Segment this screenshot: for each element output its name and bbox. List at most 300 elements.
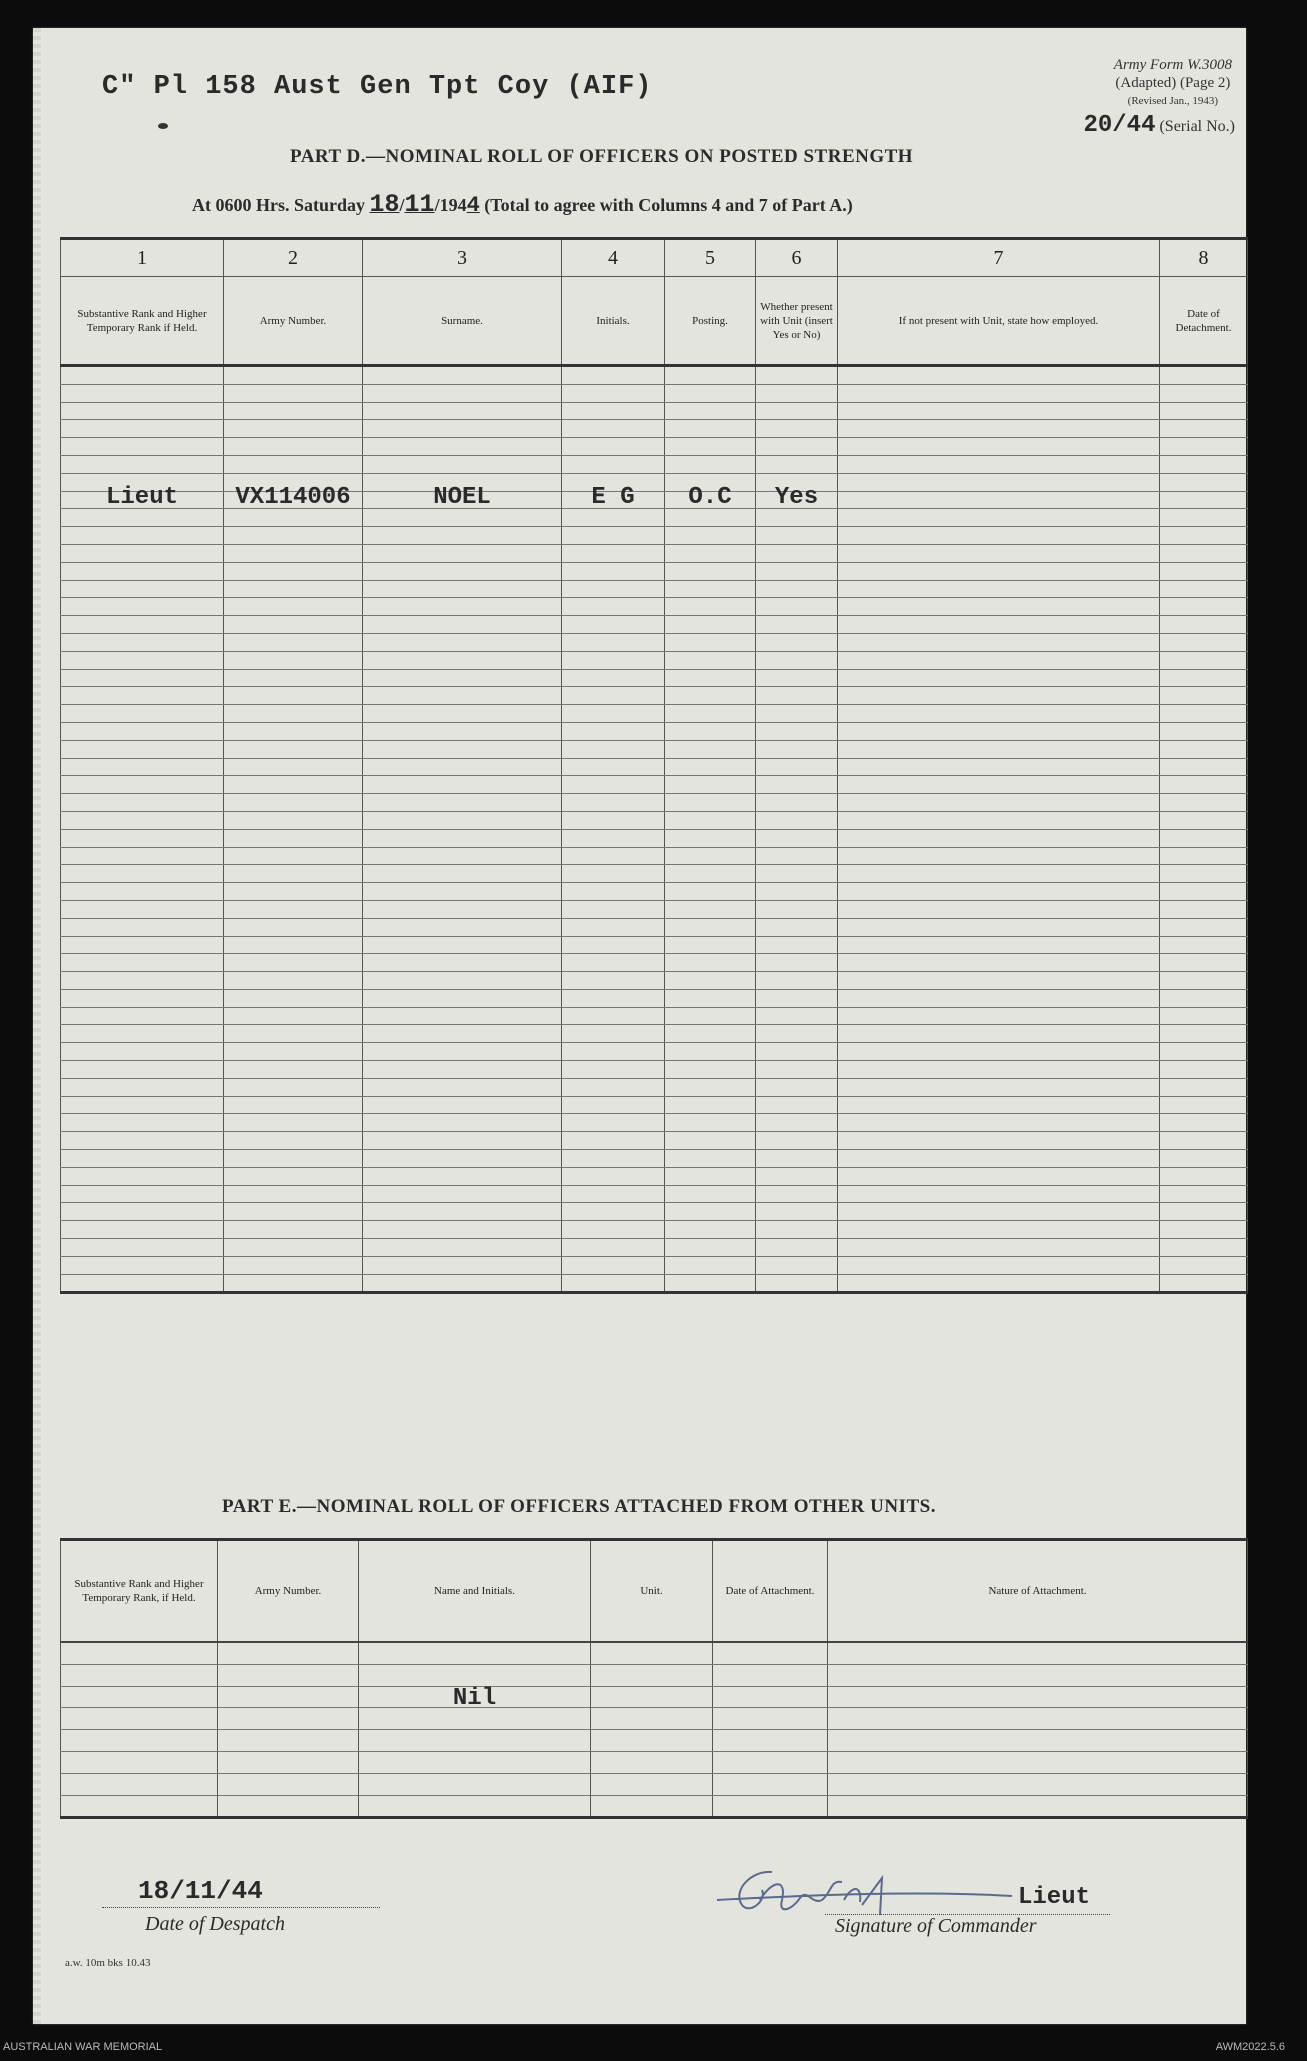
table-cell <box>363 794 562 812</box>
table-cell <box>838 509 1160 527</box>
table-cell <box>224 1114 363 1132</box>
table-cell <box>665 1025 756 1043</box>
table-cell <box>363 562 562 580</box>
table-row <box>61 758 1248 776</box>
table-cell <box>363 1043 562 1061</box>
table-cell <box>665 438 756 456</box>
table-cell <box>838 1221 1160 1239</box>
table-cell <box>562 794 665 812</box>
table-row <box>61 1114 1248 1132</box>
table-cell <box>224 1167 363 1185</box>
table-cell <box>1160 1043 1248 1061</box>
table-cell <box>665 1078 756 1096</box>
table-cell <box>562 972 665 990</box>
table-cell <box>665 740 756 758</box>
table-cell <box>828 1730 1248 1752</box>
table-cell <box>665 1274 756 1293</box>
table-cell <box>61 972 224 990</box>
table-cell <box>838 527 1160 545</box>
table-cell <box>224 1239 363 1257</box>
table-cell <box>61 1221 224 1239</box>
table-cell <box>224 865 363 883</box>
table-cell <box>1160 598 1248 616</box>
table-cell <box>224 420 363 438</box>
table-row <box>61 1256 1248 1274</box>
table-cell <box>363 651 562 669</box>
table-cell <box>1160 527 1248 545</box>
table-cell <box>562 811 665 829</box>
table-cell <box>61 687 224 705</box>
table-cell <box>665 847 756 865</box>
table-row <box>61 1773 1248 1795</box>
table-cell <box>562 580 665 598</box>
table-row <box>61 1708 1248 1730</box>
table-row <box>61 1239 1248 1257</box>
e-header-date-attachment: Date of Attachment. <box>713 1540 828 1643</box>
table-cell <box>61 1203 224 1221</box>
entry-initials: E G <box>591 483 635 511</box>
table-row <box>61 669 1248 687</box>
table-cell <box>61 527 224 545</box>
table-row <box>61 1061 1248 1079</box>
table-cell <box>363 687 562 705</box>
table-cell <box>665 954 756 972</box>
table-cell <box>828 1642 1248 1664</box>
table-cell <box>665 989 756 1007</box>
date-month: 11 <box>404 190 435 219</box>
table-cell <box>562 633 665 651</box>
table-cell <box>224 384 363 402</box>
table-cell <box>224 936 363 954</box>
table-cell <box>224 1132 363 1150</box>
table-cell <box>224 1096 363 1114</box>
form-number: Army Form W.3008 <box>1113 57 1232 73</box>
table-cell <box>363 402 562 420</box>
despatch-label: Date of Despatch <box>145 1913 285 1935</box>
table-cell <box>363 740 562 758</box>
table-cell <box>224 651 363 669</box>
table-row <box>61 1043 1248 1061</box>
table-cell <box>224 972 363 990</box>
form-identifier <box>1114 56 1232 110</box>
table-cell <box>1160 438 1248 456</box>
table-cell <box>665 687 756 705</box>
table-cell <box>1160 509 1248 527</box>
table-row <box>61 544 1248 562</box>
table-cell <box>61 1256 224 1274</box>
table-cell <box>756 1096 838 1114</box>
table-row <box>61 1730 1248 1752</box>
table-row <box>61 366 1248 385</box>
table-cell <box>363 1007 562 1025</box>
table-cell <box>1160 1256 1248 1274</box>
table-cell <box>562 562 665 580</box>
archive-footer <box>0 2029 1307 2061</box>
table-cell <box>665 562 756 580</box>
table-cell <box>1160 1061 1248 1079</box>
table-cell <box>1160 1114 1248 1132</box>
table-cell <box>224 1256 363 1274</box>
table-cell <box>363 847 562 865</box>
table-row <box>61 829 1248 847</box>
table-cell <box>756 544 838 562</box>
table-row <box>61 740 1248 758</box>
serial-label: (Serial No.) <box>1159 118 1235 135</box>
table-cell <box>838 900 1160 918</box>
table-cell <box>363 438 562 456</box>
table-cell <box>363 829 562 847</box>
table-cell <box>665 1203 756 1221</box>
table-cell <box>665 1007 756 1025</box>
table-cell <box>224 776 363 794</box>
part-d-date-line: At 0600 Hrs. Saturday 18/11/1944 (Total to agree with Columns 4 and 7 of Part A.) <box>192 190 853 219</box>
table-cell <box>1160 1150 1248 1168</box>
table-row <box>61 883 1248 901</box>
table-cell <box>1160 1239 1248 1257</box>
table-cell <box>756 509 838 527</box>
table-cell <box>562 483 665 511</box>
table-cell <box>838 491 1160 509</box>
table-cell <box>61 1751 218 1773</box>
table-cell <box>363 1078 562 1096</box>
table-cell <box>363 1025 562 1043</box>
table-cell <box>61 1730 218 1752</box>
table-cell <box>838 865 1160 883</box>
table-row <box>61 1686 1248 1708</box>
table-cell <box>1160 722 1248 740</box>
ink-spot <box>158 123 168 129</box>
table-cell <box>218 1708 359 1730</box>
table-cell <box>838 455 1160 473</box>
table-cell <box>61 936 224 954</box>
table-cell <box>61 438 224 456</box>
table-cell <box>838 598 1160 616</box>
table-cell <box>224 509 363 527</box>
signature-label: Signature of Commander <box>835 1915 1037 1937</box>
table-row <box>61 900 1248 918</box>
table-cell <box>756 562 838 580</box>
table-cell <box>359 1773 591 1795</box>
table-cell <box>756 1025 838 1043</box>
table-cell <box>61 598 224 616</box>
table-cell <box>1160 758 1248 776</box>
table-cell <box>61 562 224 580</box>
table-cell <box>756 1061 838 1079</box>
table-cell <box>61 954 224 972</box>
table-cell <box>665 527 756 545</box>
table-cell <box>838 794 1160 812</box>
table-row <box>61 705 1248 723</box>
table-cell <box>756 705 838 723</box>
table-cell <box>838 811 1160 829</box>
serial-value: 20/44 <box>1083 112 1156 139</box>
table-cell <box>224 438 363 456</box>
table-cell <box>756 366 838 385</box>
table-cell <box>224 1185 363 1203</box>
table-row <box>61 1221 1248 1239</box>
table-cell <box>363 1203 562 1221</box>
table-cell <box>756 722 838 740</box>
table-cell <box>591 1773 713 1795</box>
table-cell <box>1160 651 1248 669</box>
table-cell <box>61 1078 224 1096</box>
table-cell <box>224 758 363 776</box>
table-cell <box>838 633 1160 651</box>
col-number-3: 3 <box>363 239 562 277</box>
table-cell <box>838 1185 1160 1203</box>
table-cell <box>665 794 756 812</box>
table-cell <box>1160 1185 1248 1203</box>
e-header-name: Name and Initials. <box>359 1540 591 1643</box>
table-cell <box>562 544 665 562</box>
table-row <box>61 722 1248 740</box>
table-cell <box>1160 740 1248 758</box>
table-cell <box>61 1795 218 1818</box>
table-cell <box>1160 616 1248 634</box>
header-army-number: Army Number. <box>224 277 363 366</box>
e-header-unit: Unit. <box>591 1540 713 1643</box>
table-row <box>61 616 1248 634</box>
table-cell <box>756 918 838 936</box>
table-cell <box>363 954 562 972</box>
table-cell <box>562 1096 665 1114</box>
table-cell <box>756 1114 838 1132</box>
table-cell <box>562 455 665 473</box>
table-cell <box>591 1708 713 1730</box>
table-cell <box>756 1185 838 1203</box>
table-cell <box>562 1239 665 1257</box>
table-cell <box>61 366 224 385</box>
table-cell <box>665 1185 756 1203</box>
table-cell <box>224 954 363 972</box>
table-cell <box>713 1686 828 1708</box>
table-cell <box>61 740 224 758</box>
col-number-5: 5 <box>665 239 756 277</box>
table-cell <box>61 402 224 420</box>
table-cell <box>756 811 838 829</box>
entry-posting: O.C <box>688 483 732 511</box>
table-cell <box>562 936 665 954</box>
table-cell <box>218 1642 359 1664</box>
table-cell <box>713 1773 828 1795</box>
table-cell <box>363 758 562 776</box>
table-cell <box>224 455 363 473</box>
table-cell <box>61 633 224 651</box>
table-row <box>61 491 1248 509</box>
table-cell <box>756 794 838 812</box>
table-row <box>61 633 1248 651</box>
table-cell <box>1160 580 1248 598</box>
table-cell <box>665 1132 756 1150</box>
table-cell <box>665 883 756 901</box>
entry-rank: Lieut <box>105 483 178 511</box>
table-cell <box>756 1274 838 1293</box>
table-cell <box>591 1664 713 1686</box>
table-cell <box>61 420 224 438</box>
table-cell <box>61 483 224 511</box>
despatch-line <box>102 1907 380 1908</box>
table-row <box>61 420 1248 438</box>
table-cell <box>562 1078 665 1096</box>
table-cell <box>838 722 1160 740</box>
table-row <box>61 1025 1248 1043</box>
table-cell <box>1160 491 1248 509</box>
table-cell <box>61 989 224 1007</box>
header-surname: Surname. <box>363 277 562 366</box>
table-cell <box>1160 562 1248 580</box>
table-cell <box>562 1167 665 1185</box>
table-cell <box>838 1061 1160 1079</box>
table-row <box>61 1664 1248 1686</box>
table-cell <box>838 1025 1160 1043</box>
table-cell <box>591 1795 713 1818</box>
table-cell <box>224 633 363 651</box>
table-cell <box>61 1150 224 1168</box>
table-cell <box>828 1751 1248 1773</box>
table-cell <box>665 900 756 918</box>
table-cell <box>363 811 562 829</box>
table-cell <box>61 847 224 865</box>
table-cell <box>562 1114 665 1132</box>
table-cell <box>838 758 1160 776</box>
table-cell <box>562 1256 665 1274</box>
table-cell <box>838 829 1160 847</box>
officers-attached-table <box>60 1538 1248 1819</box>
entry-army-number: VX114006 <box>235 483 351 511</box>
table-cell <box>61 1007 224 1025</box>
table-cell <box>838 420 1160 438</box>
table-cell <box>828 1773 1248 1795</box>
table-row <box>61 580 1248 598</box>
table-cell <box>218 1686 359 1708</box>
table-cell <box>363 483 562 511</box>
table-cell <box>363 455 562 473</box>
table-cell <box>224 847 363 865</box>
table-cell <box>562 1150 665 1168</box>
table-cell <box>756 1132 838 1150</box>
table-cell <box>562 1061 665 1079</box>
table-cell <box>591 1730 713 1752</box>
table-cell <box>562 989 665 1007</box>
table-cell <box>838 473 1160 491</box>
table-cell <box>363 366 562 385</box>
table-row <box>61 1132 1248 1150</box>
table-cell <box>838 1274 1160 1293</box>
table-row <box>61 1150 1248 1168</box>
table-cell <box>224 1203 363 1221</box>
table-cell <box>756 527 838 545</box>
entry-surname: NOEL <box>433 483 491 511</box>
table-cell <box>61 794 224 812</box>
table-cell <box>61 776 224 794</box>
table-cell <box>363 1239 562 1257</box>
table-row <box>61 384 1248 402</box>
table-cell <box>61 918 224 936</box>
table-cell <box>363 1132 562 1150</box>
table-cell <box>838 1007 1160 1025</box>
table-cell <box>1160 1203 1248 1221</box>
table-cell <box>562 402 665 420</box>
form-revised: (Revised Jan., 1943) <box>1127 95 1219 107</box>
table-cell <box>756 483 838 511</box>
table-cell <box>562 740 665 758</box>
table-row <box>61 811 1248 829</box>
header-date-detachment: Date of Detachment. <box>1160 277 1248 366</box>
at-prefix: At 0600 Hrs. Saturday <box>192 195 366 215</box>
table-cell <box>756 865 838 883</box>
table-cell <box>838 1150 1160 1168</box>
table-cell <box>224 1078 363 1096</box>
table-cell <box>838 438 1160 456</box>
table-cell <box>224 829 363 847</box>
table-cell <box>665 1239 756 1257</box>
table-cell <box>756 972 838 990</box>
table-cell <box>1160 633 1248 651</box>
table-cell <box>218 1773 359 1795</box>
table-cell <box>665 384 756 402</box>
table-cell <box>224 918 363 936</box>
table-cell <box>838 1239 1160 1257</box>
table-cell <box>61 865 224 883</box>
table-cell <box>363 883 562 901</box>
table-cell <box>61 384 224 402</box>
table-row <box>61 865 1248 883</box>
table-cell <box>1160 455 1248 473</box>
table-cell <box>61 616 224 634</box>
table-cell <box>838 847 1160 865</box>
table-cell <box>838 1256 1160 1274</box>
table-cell <box>665 1256 756 1274</box>
table-cell <box>838 989 1160 1007</box>
table-cell <box>1160 669 1248 687</box>
table-cell <box>1160 811 1248 829</box>
table-cell <box>562 776 665 794</box>
table-cell <box>756 1239 838 1257</box>
table-cell <box>61 1025 224 1043</box>
table-cell <box>1160 384 1248 402</box>
table-cell <box>713 1664 828 1686</box>
table-cell <box>665 829 756 847</box>
despatch-date: 18/11/44 <box>138 1876 263 1906</box>
table-cell <box>562 883 665 901</box>
table-cell <box>665 651 756 669</box>
table-cell <box>838 1114 1160 1132</box>
archive-name: AUSTRALIAN WAR MEMORIAL <box>3 2041 163 2053</box>
table-cell <box>591 1751 713 1773</box>
table-cell <box>665 483 756 511</box>
table-row <box>61 1642 1248 1664</box>
table-cell <box>1160 1221 1248 1239</box>
e-header-rank: Substantive Rank and Higher Temporary Rank, if Held. <box>61 1540 218 1643</box>
table-cell <box>1160 936 1248 954</box>
table-cell <box>61 651 224 669</box>
table-row <box>61 509 1248 527</box>
col-number-6: 6 <box>756 239 838 277</box>
table-cell <box>359 1795 591 1818</box>
table-cell <box>562 900 665 918</box>
table-row <box>61 455 1248 473</box>
table-cell <box>838 1043 1160 1061</box>
table-row <box>61 1096 1248 1114</box>
table-cell <box>61 1773 218 1795</box>
table-cell <box>224 616 363 634</box>
form-adapted: (Adapted) (Page 2) <box>1115 75 1231 91</box>
table-cell <box>1160 544 1248 562</box>
e-header-army-number: Army Number. <box>218 1540 359 1643</box>
table-cell <box>218 1664 359 1686</box>
table-cell <box>61 811 224 829</box>
table-cell <box>359 1708 591 1730</box>
